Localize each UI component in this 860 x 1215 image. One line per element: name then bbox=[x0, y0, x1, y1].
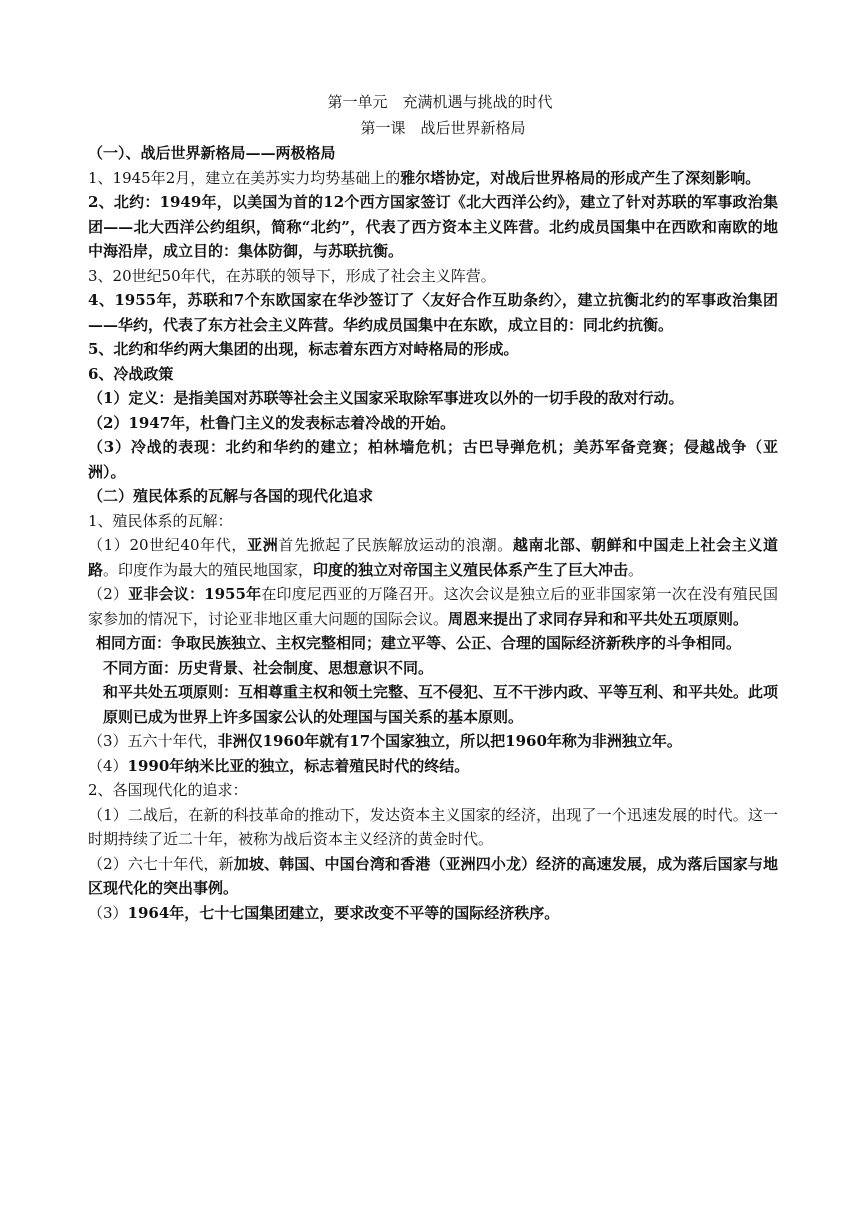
document-page bbox=[88, 89, 778, 925]
section2-heading: （二）殖民体系的瓦解与各国的现代化追求 bbox=[88, 487, 374, 505]
paragraph-4: 4、1955年，苏联和7个东欧国家在华沙签订了〈友好合作互助条约〉，建立抗衡北约的军事政治集团——华约，代表了东方社会主义阵营。华约成员国集中在东欧，成立目的：同北约抗衡。 bbox=[88, 291, 778, 334]
bold-run: 亚非会议：1955年 bbox=[128, 585, 262, 603]
text-run: （3）五六十年代， bbox=[88, 732, 218, 750]
paragraph-same: 相同方面：争取民族独立、主权完整相同；建立平等、公正、合理的国际经济新秩序的斗争相同。 bbox=[96, 634, 742, 652]
bold-run: 印度的独立对帝国主义殖民体系产生了巨大冲击 bbox=[313, 560, 629, 579]
section2-sub1: 1、殖民体系的瓦解： bbox=[88, 511, 233, 530]
paragraph-6: 6、冷战政策 bbox=[88, 364, 174, 383]
paragraph-s1-2 bbox=[88, 582, 778, 631]
paragraph-s2-1: （1）二战后，在新的科技革命的推动下，发达资本主义国家的经济，出现了一个迅速发展的时代。这一时期持续了近二十年，被称为战后资本主义经济的黄金时代。 bbox=[88, 805, 778, 848]
paragraph-s1-3 bbox=[88, 729, 778, 754]
lesson-title: 第一课 战后世界新格局 bbox=[360, 119, 526, 137]
section2-sub2: 2、各国现代化的追求： bbox=[88, 781, 248, 799]
paragraph-5: 5、北约和华约两大集团的出现，标志着东西方对峙格局的形成。 bbox=[88, 340, 519, 358]
text-run: （4） bbox=[88, 756, 128, 775]
paragraph-s2-3 bbox=[88, 901, 778, 926]
text-run: 。印度作为最大的殖民地国家， bbox=[103, 560, 314, 579]
paragraph-s1-1 bbox=[88, 533, 778, 582]
bold-run: 越南北部、朝鲜和中国走上社会主义道路 bbox=[88, 536, 778, 579]
paragraph-3: 3、20世纪50年代，在苏联的领导下，形成了社会主义阵营。 bbox=[88, 266, 496, 285]
paragraph-diff: 不同方面：历史背景、社会制度、思想意识不同。 bbox=[103, 658, 434, 677]
section1-heading: （一）、战后世界新格局——两极格局 bbox=[88, 144, 336, 162]
bold-run: 1964年，七十七国集团建立，要求改变不平等的国际经济秩序。 bbox=[127, 903, 560, 922]
unit-title: 第一单元 充满机遇与挑战的时代 bbox=[327, 93, 553, 111]
bold-run: 周恩来提出了求同存异和和平共处五项原则。 bbox=[448, 609, 749, 628]
paragraph-s2-2 bbox=[88, 852, 778, 901]
bold-run: 雅尔塔协定，对战后世界格局的形成产生了深刻影响。 bbox=[400, 168, 761, 187]
text-run: （2） bbox=[88, 585, 129, 603]
paragraph-five-principles: 和平共处五项原则：互相尊重主权和领土完整、互不侵犯、互不干涉内政、平等互利、和平共处。此项原则已成为世界上许多国家公认的处理国与国关系的基本原则。 bbox=[103, 683, 779, 726]
text-run: （3） bbox=[88, 903, 128, 922]
paragraph-6-2: （2）1947年，杜鲁门主义的发表标志着冷战的开始。 bbox=[88, 413, 456, 432]
text-run: 1、1945年2月，建立在美苏实力均势基础上的 bbox=[88, 168, 401, 187]
paragraph-6-3: （3）冷战的表现：北约和华约的建立；柏林墙危机；古巴导弹危机；美苏军备竞赛；侵越战争（亚洲）。 bbox=[88, 438, 778, 481]
text-run: （2）六七十年代，新 bbox=[88, 854, 234, 873]
text-run: 在印度尼西亚的万隆召开。这次会议是独立后的亚非国家第一次在没有殖民国家参加的情况下，讨论亚非地区重大问题的国际会议。 bbox=[88, 585, 778, 628]
paragraph-2: 2、北约：1949年，以美国为首的12个西方国家签订《北大西洋公约》，建立了针对苏联的军事政治集团——北大西洋公约组织，简称“北约”，代表了西方资本主义阵营。北约成员国集中在西欧和南欧的地中海沿岸，成立目的：集体防御，与苏联抗衡。 bbox=[88, 193, 778, 260]
text-run: 首先掀起了民族解放运动的浪潮。 bbox=[278, 536, 513, 554]
text-run: 。 bbox=[628, 560, 644, 579]
paragraph-6-1: （1）定义：是指美国对苏联等社会主义国家采取除军事进攻以外的一切手段的敌对行动。 bbox=[88, 389, 684, 407]
paragraph-s1-4 bbox=[88, 754, 778, 779]
bold-run: 非洲仅1960年就有17个国家独立，所以把1960年称为非洲独立年。 bbox=[217, 732, 682, 750]
paragraph-1 bbox=[88, 166, 778, 191]
bold-run: 亚洲 bbox=[247, 536, 279, 554]
bold-run: 加坡、韩国、中国台湾和香港（亚洲四小龙）经济的高速发展，成为落后国家与地区现代化的突出事例。 bbox=[88, 854, 778, 897]
bold-run: 1990年纳米比亚的独立，标志着殖民时代的终结。 bbox=[127, 756, 470, 775]
text-run: （1）20世纪40年代， bbox=[88, 536, 248, 554]
